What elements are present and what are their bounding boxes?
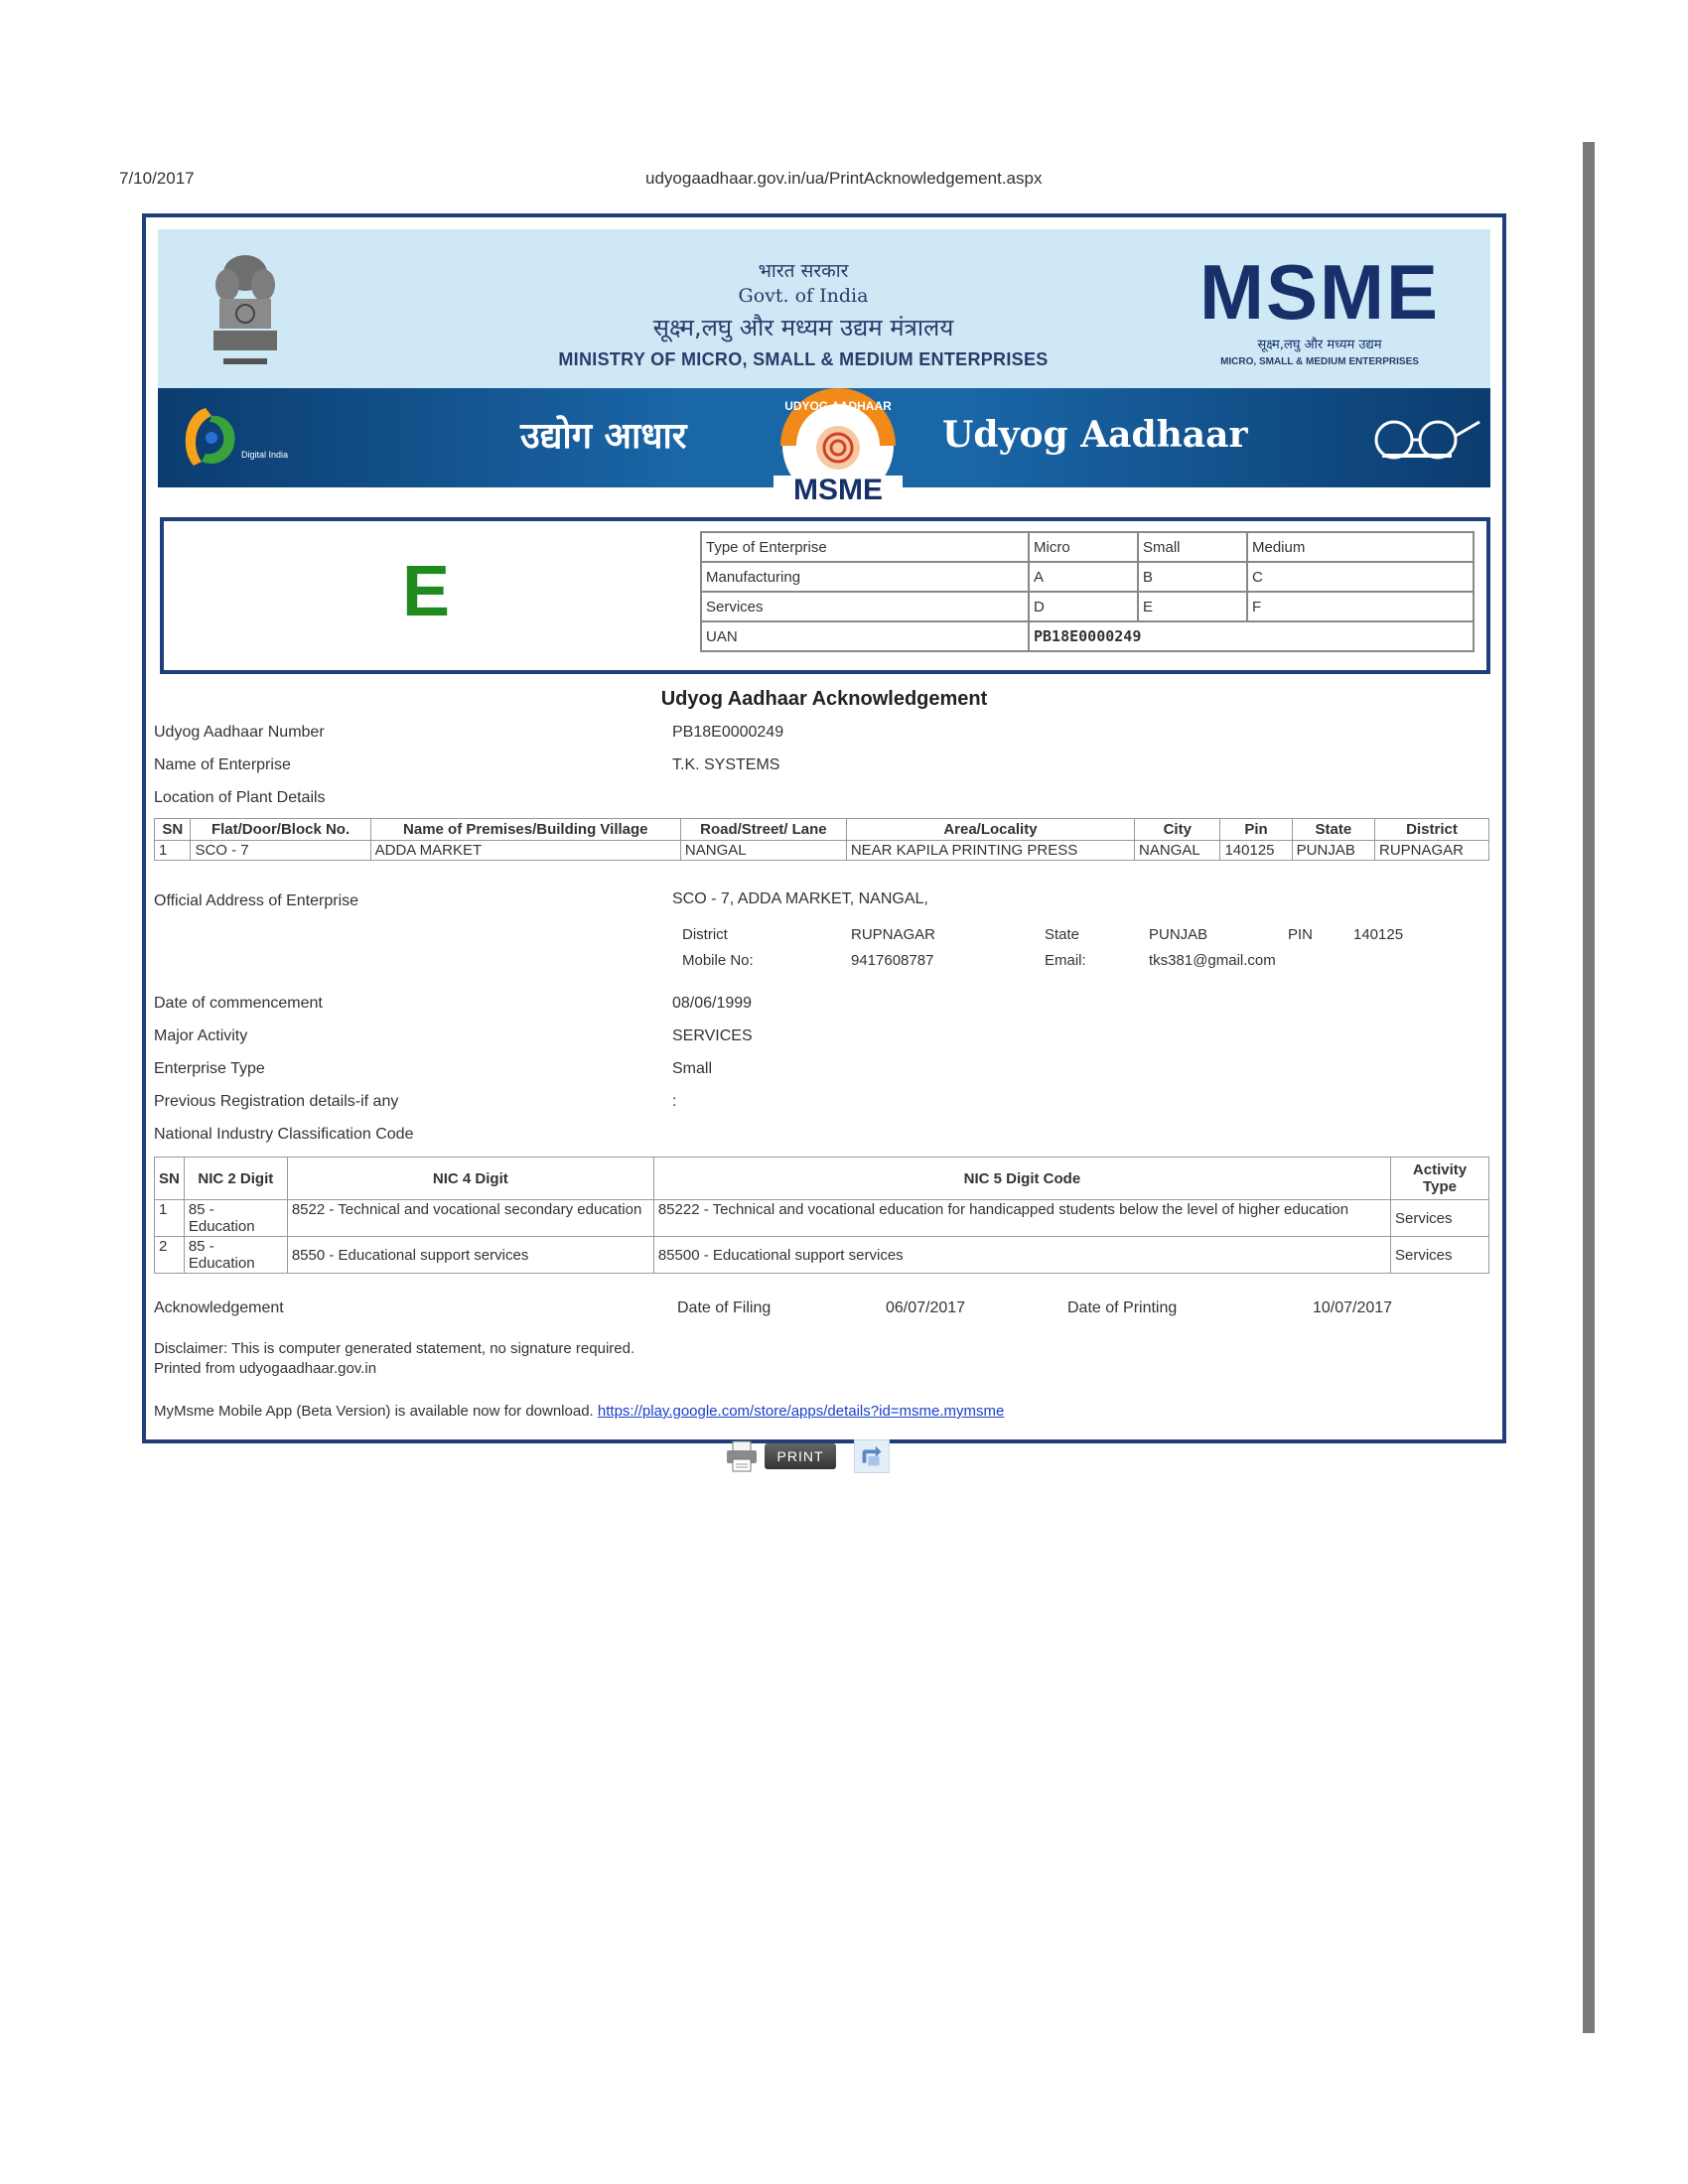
ministry-title-block bbox=[456, 257, 1151, 370]
udyog-aadhaar-badge-icon bbox=[754, 388, 922, 505]
udyog-aadhaar-title: Udyog Aadhaar bbox=[942, 414, 1248, 456]
mobile-app-text: MyMsme Mobile App (Beta Version) is available now for download. bbox=[154, 1403, 594, 1420]
mobile-label: Mobile No: bbox=[682, 952, 754, 969]
table-row bbox=[155, 841, 1489, 861]
nic-label: National Industry Classification Code bbox=[154, 1126, 414, 1143]
email-value: tks381@gmail.com bbox=[1149, 952, 1276, 969]
email-label: Email: bbox=[1045, 952, 1086, 969]
table-cell: 140125 bbox=[1220, 841, 1292, 861]
table-cell: Services bbox=[1391, 1200, 1489, 1237]
enterprise-type-label: Enterprise Type bbox=[154, 1060, 265, 1077]
table-cell: 8522 - Technical and vocational secondary education bbox=[287, 1200, 653, 1237]
table-cell: 85 - Education bbox=[184, 1237, 287, 1274]
printing-date-value: 10/07/2017 bbox=[1313, 1299, 1393, 1316]
plant-location-label: Location of Plant Details bbox=[154, 789, 326, 806]
acknowledgement-frame bbox=[142, 213, 1506, 1443]
enterprise-type-table bbox=[700, 531, 1475, 652]
table-header: State bbox=[1292, 819, 1374, 841]
printed-from-line: Printed from udyogaadhaar.gov.in bbox=[154, 1360, 377, 1377]
table-cell: 1 bbox=[155, 841, 191, 861]
enterprise-name-value: T.K. SYSTEMS bbox=[672, 756, 780, 773]
table-row bbox=[701, 562, 1474, 592]
table-cell: Services bbox=[701, 592, 1029, 621]
table-row bbox=[701, 532, 1474, 562]
official-address-label: Official Address of Enterprise bbox=[154, 892, 359, 909]
uan-number-value: PB18E0000249 bbox=[672, 724, 784, 741]
table-cell: C bbox=[1247, 562, 1474, 592]
swachh-bharat-logo-icon bbox=[1354, 410, 1483, 470]
msme-logo-text: MSME bbox=[1199, 257, 1440, 336]
table-row bbox=[701, 592, 1474, 621]
national-emblem-icon bbox=[206, 251, 285, 375]
table-header: Pin bbox=[1220, 819, 1292, 841]
msme-logo-icon bbox=[1191, 257, 1449, 366]
table-header: Name of Premises/Building Village bbox=[370, 819, 680, 841]
major-activity-label: Major Activity bbox=[154, 1027, 248, 1044]
table-cell: Manufacturing bbox=[701, 562, 1029, 592]
table-cell: ADDA MARKET bbox=[370, 841, 680, 861]
official-address-line: SCO - 7, ADDA MARKET, NANGAL, bbox=[672, 890, 928, 907]
uan-value: PB18E0000249 bbox=[1029, 621, 1474, 651]
page-url: udyogaadhaar.gov.in/ua/PrintAcknowledgement.aspx bbox=[645, 169, 1043, 188]
state-value: PUNJAB bbox=[1149, 926, 1208, 943]
digital-india-text: Digital India bbox=[241, 450, 289, 460]
uan-row bbox=[701, 621, 1474, 651]
table-cell: 85 - Education bbox=[184, 1200, 287, 1237]
table-cell: 1 bbox=[155, 1200, 185, 1237]
badge-arc-text: UDYOG AADHAAR bbox=[784, 399, 892, 413]
filing-date-value: 06/07/2017 bbox=[886, 1299, 966, 1316]
table-cell: A bbox=[1029, 562, 1138, 592]
badge-msme-text: MSME bbox=[793, 474, 883, 505]
table-header: NIC 2 Digit bbox=[184, 1158, 287, 1200]
nic-table bbox=[154, 1157, 1489, 1274]
previous-registration-value: : bbox=[672, 1093, 677, 1110]
table-cell: Medium bbox=[1247, 532, 1474, 562]
commencement-date-value: 08/06/1999 bbox=[672, 995, 753, 1012]
table-header: Road/Street/ Lane bbox=[680, 819, 846, 841]
acknowledgement-title: Udyog Aadhaar Acknowledgement bbox=[660, 688, 988, 710]
table-header-row bbox=[155, 819, 1489, 841]
district-value: RUPNAGAR bbox=[851, 926, 936, 943]
table-cell: Type of Enterprise bbox=[701, 532, 1029, 562]
mobile-app-link[interactable]: https://play.google.com/store/apps/details?id=msme.mymsme bbox=[597, 1403, 1005, 1420]
table-header: NIC 4 Digit bbox=[287, 1158, 653, 1200]
table-row bbox=[155, 1237, 1489, 1274]
govt-of-india-text: Govt. of India bbox=[738, 285, 869, 307]
table-header: Area/Locality bbox=[846, 819, 1134, 841]
uan-number-label: Udyog Aadhaar Number bbox=[154, 724, 325, 741]
table-header: City bbox=[1135, 819, 1220, 841]
hindi-ministry-text: सूक्ष्म,लघु और मध्यम उद्यम मंत्रालय bbox=[652, 314, 954, 341]
table-cell: 85222 - Technical and vocational education for handicapped students below the level of higher education bbox=[653, 1200, 1390, 1237]
print-button[interactable]: PRINT bbox=[765, 1443, 836, 1469]
table-cell: B bbox=[1138, 562, 1247, 592]
table-header-row bbox=[155, 1158, 1489, 1200]
table-cell: Small bbox=[1138, 532, 1247, 562]
enterprise-name-label: Name of Enterprise bbox=[154, 756, 291, 773]
mobile-value: 9417608787 bbox=[851, 952, 934, 969]
table-cell: D bbox=[1029, 592, 1138, 621]
mobile-app-notice bbox=[154, 1403, 1004, 1420]
pin-label: PIN bbox=[1288, 926, 1314, 943]
printer-icon[interactable] bbox=[725, 1439, 759, 1473]
state-label: State bbox=[1045, 926, 1080, 943]
digital-india-logo-icon bbox=[176, 400, 295, 476]
scrollbar[interactable] bbox=[1583, 142, 1595, 2033]
table-cell: Micro bbox=[1029, 532, 1138, 562]
table-header: SN bbox=[155, 819, 191, 841]
commencement-date-label: Date of commencement bbox=[154, 995, 323, 1012]
uan-label: UAN bbox=[701, 621, 1029, 651]
enterprise-type-value: Small bbox=[672, 1060, 713, 1077]
table-cell: Services bbox=[1391, 1237, 1489, 1274]
table-cell: NEAR KAPILA PRINTING PRESS bbox=[846, 841, 1134, 861]
table-cell: NANGAL bbox=[1135, 841, 1220, 861]
filing-date-label: Date of Filing bbox=[677, 1299, 772, 1316]
refresh-icon[interactable] bbox=[854, 1439, 890, 1473]
ministry-name: MINISTRY OF MICRO, SMALL & MEDIUM ENTERPRISES bbox=[558, 349, 1049, 369]
table-header: Flat/Door/Block No. bbox=[191, 819, 370, 841]
udyog-aadhaar-hindi-title: उद्योग आधार bbox=[520, 416, 687, 457]
table-cell: E bbox=[1138, 592, 1247, 621]
msme-logo-hindi: सूक्ष्म,लघु और मध्यम उद्यम bbox=[1257, 338, 1382, 352]
table-header: Activity Type bbox=[1391, 1158, 1489, 1200]
udyog-aadhaar-banner bbox=[158, 388, 1490, 505]
table-row bbox=[155, 1200, 1489, 1237]
acknowledgement-label: Acknowledgement bbox=[154, 1299, 284, 1316]
table-cell: SCO - 7 bbox=[191, 841, 370, 861]
table-cell: 8550 - Educational support services bbox=[287, 1237, 653, 1274]
enterprise-category-letter: E bbox=[402, 552, 451, 631]
pin-value: 140125 bbox=[1353, 926, 1404, 943]
table-header: SN bbox=[155, 1158, 185, 1200]
plant-location-table bbox=[154, 818, 1489, 861]
table-cell: PUNJAB bbox=[1292, 841, 1374, 861]
table-cell: F bbox=[1247, 592, 1474, 621]
enterprise-classification-box bbox=[160, 517, 1490, 674]
printing-date-label: Date of Printing bbox=[1067, 1299, 1178, 1316]
ministry-header bbox=[158, 229, 1490, 388]
disclaimer-line: Disclaimer: This is computer generated statement, no signature required. bbox=[154, 1340, 635, 1357]
table-cell: 85500 - Educational support services bbox=[653, 1237, 1390, 1274]
table-cell: NANGAL bbox=[680, 841, 846, 861]
msme-subtitle: MICRO, SMALL & MEDIUM ENTERPRISES bbox=[1220, 356, 1419, 367]
table-header: District bbox=[1375, 819, 1489, 841]
previous-registration-label: Previous Registration details-if any bbox=[154, 1093, 399, 1110]
table-cell: 2 bbox=[155, 1237, 185, 1274]
hindi-govt-text: भारत सरकार bbox=[758, 260, 849, 282]
disclaimer bbox=[154, 1339, 634, 1379]
major-activity-value: SERVICES bbox=[672, 1027, 753, 1044]
table-header: NIC 5 Digit Code bbox=[653, 1158, 1390, 1200]
table-cell: RUPNAGAR bbox=[1375, 841, 1489, 861]
page-date: 7/10/2017 bbox=[119, 169, 195, 188]
district-label: District bbox=[682, 926, 728, 943]
